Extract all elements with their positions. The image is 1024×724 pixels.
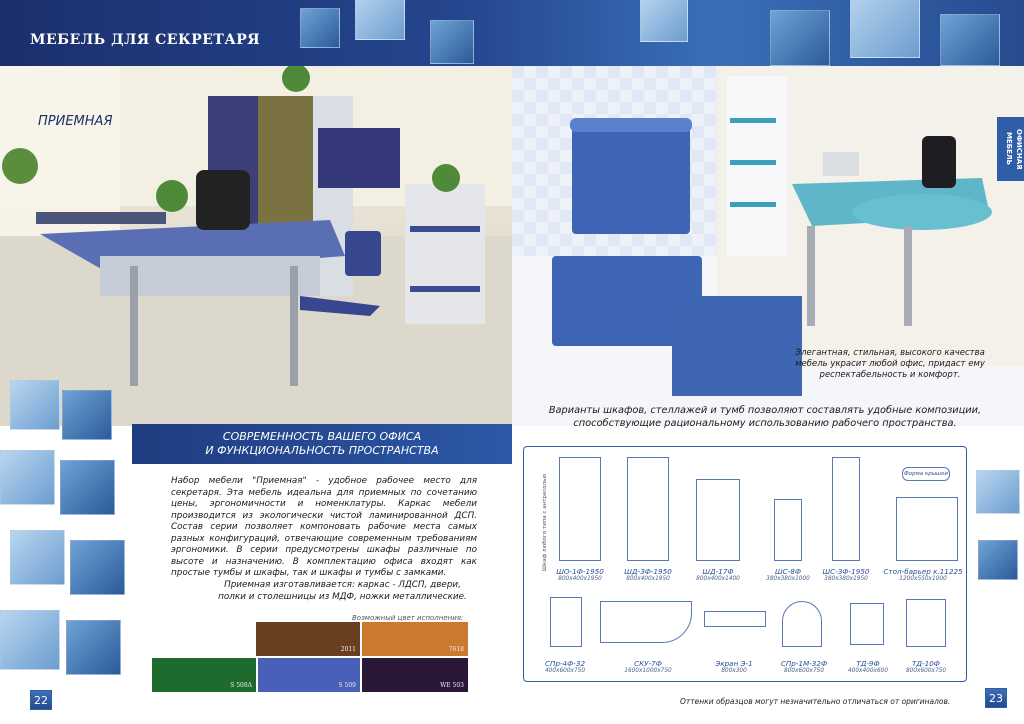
slogan-line-1: СОВРЕМЕННОСТЬ ВАШЕГО ОФИСА [222, 430, 422, 443]
decor-cube [355, 0, 405, 40]
catalog-item: ШД-ЗФ-1950 800x400x1950 [624, 567, 672, 582]
swatch-s509: S 509 [258, 658, 360, 692]
shelf-figure [774, 499, 802, 561]
decor-cube [978, 540, 1018, 580]
cabinet-figure [627, 457, 669, 561]
description-text: Набор мебели "Приемная" - удобное рабочее место для секретаря. Эта мебель идеальна для приемных по сочетанию цены, эргономичности и номенклатуры. Каркас мебели производится из экологически чистой ламинированной ДСП. Состав серии позволяет компоновать рабочие места самых разных конфигураций, отвечающие современным требованиям эргономики. В серии предусмотрены шкафы различные по высоте и назначению. В комплектацию офиса входят как простые тумбы и шкафы, так и шкафы и тумбы с замками. [171, 476, 477, 578]
slogan-line-2: И ФУНКЦИОНАЛЬНОСТЬ ПРОСТРАНСТВА [205, 444, 439, 457]
catalog-item: ТД-9Ф 400x400x600 [847, 659, 889, 674]
shelf-figure [832, 457, 860, 561]
catalog-item: ШС-8Ф 380x380x1000 [766, 567, 810, 582]
desk-figure [550, 597, 582, 647]
desk-figure [600, 601, 692, 643]
form-label: Форма крышки [902, 467, 950, 481]
catalog-item: ШО-1Ф-1950 800x400x1950 [556, 567, 604, 582]
materials-note: Приемная изготавливается: каркас - ЛДСП, двери, полки и столешницы из МДФ, ножки металлические. [218, 580, 467, 602]
swatch-2011: 2011 [256, 622, 360, 656]
cabinet-figure [696, 479, 740, 561]
catalog-item: ТД-10Ф 800x600x750 [905, 659, 947, 674]
screen-figure [704, 611, 766, 627]
decor-cube [640, 0, 688, 42]
catalog-item: Экран Э-1 800x300 [715, 659, 753, 674]
pedestal-figure [850, 603, 884, 645]
catalog-item: ШС-ЗФ-1950 380x380x1950 [822, 567, 870, 582]
footer-note: Оттенки образцов могут незначительно отличаться от оригиналов. [680, 697, 951, 706]
catalog-item: СКУ-7Ф 1600x1000x750 [624, 659, 672, 674]
swatch-s508a: S 508A [152, 658, 256, 692]
catalog-item: ШД-17Ф 800x400x1400 [696, 567, 740, 582]
slogan-banner [132, 424, 512, 464]
page-number-left: 22 [30, 690, 52, 710]
product-catalog [523, 446, 967, 682]
cabinet-figure [559, 457, 601, 561]
elegance-caption: Элегантная, стильная, высокого качества мебель украсит любой офис, придаст ему респектабельность и комфорт. [795, 348, 985, 380]
decor-cube [430, 20, 474, 64]
section-label: ПРИЕМНАЯ [38, 114, 113, 129]
page-number-right: 23 [985, 688, 1007, 708]
pedestal-figure [906, 599, 946, 647]
decor-cube [300, 8, 340, 48]
swatch-we503: WE 503 [362, 658, 468, 692]
swatch-7618: 7618 [362, 622, 468, 656]
page-title: МЕБЕЛЬ ДЛЯ СЕКРЕТАРЯ [30, 32, 261, 48]
catalog-vertical-note: Шкаф любого типа с антресолью [542, 473, 548, 571]
catalog-item: СПр-1М-32Ф 800x600x750 [780, 659, 828, 674]
decor-cube [850, 0, 920, 58]
decor-cube [976, 470, 1020, 514]
decor-cube [770, 10, 830, 66]
side-tab: ОФИСНАЯ МЕБЕЛЬ [997, 117, 1024, 181]
catalog-item: Стол-барьер к.11225 1200x550x1000 [883, 567, 963, 582]
desk-figure [782, 601, 822, 647]
counter-figure [896, 497, 958, 561]
decor-cube [940, 14, 1000, 66]
catalog-item: СПр-4Ф-32 400x600x750 [544, 659, 586, 674]
color-caption: Возможный цвет исполнения: [352, 614, 464, 622]
variants-caption: Варианты шкафов, стеллажей и тумб позволяют составлять удобные композиции, способствующие рациональному использованию рабочего пространства. [548, 405, 982, 429]
